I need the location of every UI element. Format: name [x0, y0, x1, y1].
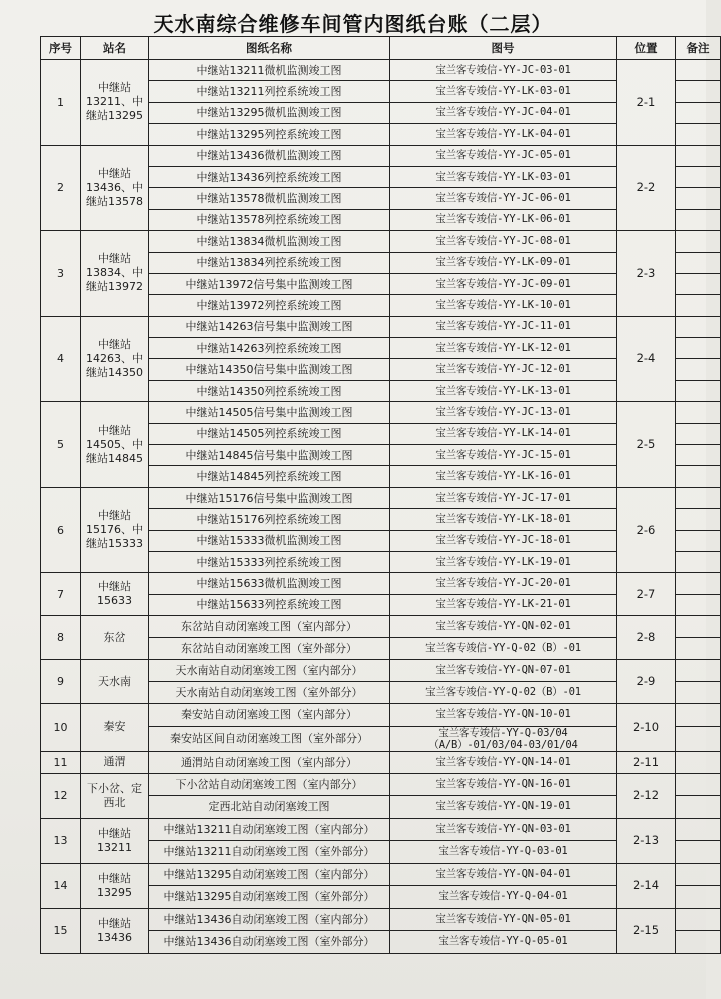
- note-cell: [676, 81, 721, 102]
- note-cell: [676, 60, 721, 81]
- ledger-table: [40, 36, 721, 954]
- table-row: [41, 818, 721, 841]
- table-row: [41, 908, 721, 931]
- drawing-name: 中继站13211自动闭塞竣工图（室内部分）: [149, 818, 390, 841]
- table-row: [41, 751, 721, 773]
- note-cell: [676, 886, 721, 909]
- drawing-name: 中继站14263列控系统竣工图: [149, 338, 390, 359]
- note-cell: [676, 931, 721, 954]
- drawing-name: 秦安站自动闭塞竣工图（室内部分）: [149, 704, 390, 727]
- note-cell: [676, 863, 721, 886]
- station-name: 中继站15633: [81, 573, 149, 616]
- table-row: [41, 316, 721, 337]
- station-name: 秦安: [81, 704, 149, 752]
- note-cell: [676, 273, 721, 294]
- table-row: [41, 704, 721, 727]
- row-number: 3: [41, 231, 81, 317]
- note-cell: [676, 530, 721, 551]
- row-number: 1: [41, 60, 81, 146]
- note-cell: [676, 841, 721, 864]
- note-cell: [676, 445, 721, 466]
- station-name: 中继站15176、中继站15333: [81, 487, 149, 573]
- note-cell: [676, 423, 721, 444]
- drawing-code: 宝兰客专竣信-YY-LK-12-01: [390, 338, 617, 359]
- drawing-code: 宝兰客专竣信-YY-JC-04-01: [390, 102, 617, 123]
- drawing-name: 中继站13436自动闭塞竣工图（室外部分）: [149, 931, 390, 954]
- note-cell: [676, 616, 721, 638]
- station-name: 通渭: [81, 751, 149, 773]
- station-name: 下小岔、定西北: [81, 773, 149, 818]
- drawing-code: 宝兰客专竣信-YY-LK-16-01: [390, 466, 617, 487]
- storage-position: 2-1: [617, 60, 676, 146]
- table-row: [41, 660, 721, 682]
- drawing-name: 中继站13436列控系统竣工图: [149, 166, 390, 187]
- drawing-code: 宝兰客专竣信-YY-QN-05-01: [390, 908, 617, 931]
- drawing-name: 中继站15333微机监测竣工图: [149, 530, 390, 551]
- storage-position: 2-2: [617, 145, 676, 231]
- table-header-row: [41, 37, 721, 60]
- drawing-code: 宝兰客专竣信-YY-JC-12-01: [390, 359, 617, 380]
- note-cell: [676, 908, 721, 931]
- note-cell: [676, 209, 721, 230]
- storage-position: 2-6: [617, 487, 676, 573]
- drawing-code: 宝兰客专竣信-YY-QN-04-01: [390, 863, 617, 886]
- note-cell: [676, 402, 721, 423]
- note-cell: [676, 316, 721, 337]
- drawing-name: 中继站13834微机监测竣工图: [149, 231, 390, 252]
- row-number: 6: [41, 487, 81, 573]
- drawing-code: 宝兰客专竣信-YY-JC-11-01: [390, 316, 617, 337]
- drawing-code: 宝兰客专竣信-YY-Q-05-01: [390, 931, 617, 954]
- note-cell: [676, 295, 721, 316]
- note-cell: [676, 573, 721, 594]
- drawing-code: 宝兰客专竣信-YY-JC-17-01: [390, 487, 617, 508]
- drawing-name: 东岔站自动闭塞竣工图（室外部分）: [149, 638, 390, 660]
- drawing-name: 下小岔站自动闭塞竣工图（室内部分）: [149, 773, 390, 796]
- note-cell: [676, 509, 721, 530]
- table-row: [41, 573, 721, 594]
- drawing-code: 宝兰客专竣信-YY-LK-03-01: [390, 166, 617, 187]
- drawing-code: 宝兰客专竣信-YY-LK-18-01: [390, 509, 617, 530]
- drawing-name: 中继站15176列控系统竣工图: [149, 509, 390, 530]
- note-cell: [676, 704, 721, 727]
- drawing-code: 宝兰客专竣信-YY-JC-09-01: [390, 273, 617, 294]
- drawing-name: 通渭站自动闭塞竣工图（室内部分）: [149, 751, 390, 773]
- row-number: 5: [41, 402, 81, 488]
- note-cell: [676, 359, 721, 380]
- storage-position: 2-11: [617, 751, 676, 773]
- station-name: 天水南: [81, 660, 149, 704]
- drawing-name: 中继站14350列控系统竣工图: [149, 380, 390, 401]
- drawing-code: 宝兰客专竣信-YY-QN-03-01: [390, 818, 617, 841]
- row-number: 14: [41, 863, 81, 908]
- station-name: 中继站13436: [81, 908, 149, 953]
- note-cell: [676, 102, 721, 123]
- row-number: 7: [41, 573, 81, 616]
- note-cell: [676, 166, 721, 187]
- note-cell: [676, 594, 721, 615]
- note-cell: [676, 338, 721, 359]
- drawing-name: 中继站13436微机监测竣工图: [149, 145, 390, 166]
- header-note: 备注: [676, 37, 721, 60]
- storage-position: 2-10: [617, 704, 676, 752]
- storage-position: 2-13: [617, 818, 676, 863]
- station-name: 中继站13211、中继站13295: [81, 60, 149, 146]
- storage-position: 2-12: [617, 773, 676, 818]
- drawing-name: 中继站15333列控系统竣工图: [149, 551, 390, 572]
- drawing-name: 中继站14263信号集中监测竣工图: [149, 316, 390, 337]
- drawing-name: 中继站13211自动闭塞竣工图（室外部分）: [149, 841, 390, 864]
- drawing-code: 宝兰客专竣信-YY-LK-04-01: [390, 124, 617, 145]
- drawing-code: 宝兰客专竣信-YY-LK-14-01: [390, 423, 617, 444]
- drawing-code: 宝兰客专竣信-YY-LK-06-01: [390, 209, 617, 230]
- row-number: 12: [41, 773, 81, 818]
- note-cell: [676, 188, 721, 209]
- table-row: [41, 145, 721, 166]
- drawing-name: 中继站13578列控系统竣工图: [149, 209, 390, 230]
- drawing-code: 宝兰客专竣信-YY-JC-13-01: [390, 402, 617, 423]
- header-drawing-name: 图纸名称: [149, 37, 390, 60]
- drawing-code: 宝兰客专竣信-YY-JC-06-01: [390, 188, 617, 209]
- drawing-code: 宝兰客专竣信-YY-LK-21-01: [390, 594, 617, 615]
- note-cell: [676, 726, 721, 751]
- note-cell: [676, 751, 721, 773]
- note-cell: [676, 145, 721, 166]
- station-name: 中继站14263、中继站14350: [81, 316, 149, 402]
- drawing-name: 中继站13295自动闭塞竣工图（室内部分）: [149, 863, 390, 886]
- drawing-name: 中继站14350信号集中监测竣工图: [149, 359, 390, 380]
- drawing-name: 秦安站区间自动闭塞竣工图（室外部分）: [149, 726, 390, 751]
- drawing-code: 宝兰客专竣信-YY-Q-02（B）-01: [390, 682, 617, 704]
- station-name: 中继站13295: [81, 863, 149, 908]
- note-cell: [676, 551, 721, 572]
- page-title: 天水南综合维修车间管内图纸台账（二层）: [153, 12, 553, 36]
- drawing-code: 宝兰客专竣信-YY-LK-10-01: [390, 295, 617, 316]
- station-name: 中继站13436、中继站13578: [81, 145, 149, 231]
- header-no: 序号: [41, 37, 81, 60]
- note-cell: [676, 380, 721, 401]
- drawing-name: 中继站13295自动闭塞竣工图（室外部分）: [149, 886, 390, 909]
- note-cell: [676, 231, 721, 252]
- drawing-name: 中继站14505信号集中监测竣工图: [149, 402, 390, 423]
- drawing-code: 宝兰客专竣信-YY-Q-03-01: [390, 841, 617, 864]
- drawing-code: 宝兰客专竣信-YY-JC-18-01: [390, 530, 617, 551]
- drawing-code: 宝兰客专竣信-YY-QN-10-01: [390, 704, 617, 727]
- drawing-name: 中继站15633微机监测竣工图: [149, 573, 390, 594]
- row-number: 13: [41, 818, 81, 863]
- drawing-name: 中继站13972信号集中监测竣工图: [149, 273, 390, 294]
- note-cell: [676, 818, 721, 841]
- row-number: 2: [41, 145, 81, 231]
- station-name: 中继站13834、中继站13972: [81, 231, 149, 317]
- drawing-code: 宝兰客专竣信-YY-LK-19-01: [390, 551, 617, 572]
- drawing-name: 中继站13295微机监测竣工图: [149, 102, 390, 123]
- drawing-name: 定西北站自动闭塞竣工图: [149, 796, 390, 819]
- storage-position: 2-4: [617, 316, 676, 402]
- station-name: 中继站14505、中继站14845: [81, 402, 149, 488]
- drawing-code: 宝兰客专竣信-YY-JC-15-01: [390, 445, 617, 466]
- header-position: 位置: [617, 37, 676, 60]
- table-row: [41, 487, 721, 508]
- storage-position: 2-3: [617, 231, 676, 317]
- drawing-name: 中继站14505列控系统竣工图: [149, 423, 390, 444]
- note-cell: [676, 660, 721, 682]
- drawing-code: 宝兰客专竣信-YY-Q-04-01: [390, 886, 617, 909]
- row-number: 10: [41, 704, 81, 752]
- drawing-code: 宝兰客专竣信-YY-JC-08-01: [390, 231, 617, 252]
- row-number: 8: [41, 616, 81, 660]
- station-name: 东岔: [81, 616, 149, 660]
- station-name: 中继站13211: [81, 818, 149, 863]
- table-row: [41, 616, 721, 638]
- drawing-name: 中继站13436自动闭塞竣工图（室内部分）: [149, 908, 390, 931]
- storage-position: 2-8: [617, 616, 676, 660]
- storage-position: 2-14: [617, 863, 676, 908]
- drawing-name: 中继站15633列控系统竣工图: [149, 594, 390, 615]
- ledger-body: [41, 60, 721, 954]
- drawing-name: 中继站13211列控系统竣工图: [149, 81, 390, 102]
- note-cell: [676, 487, 721, 508]
- header-drawing-code: 图号: [390, 37, 617, 60]
- drawing-name: 中继站14845列控系统竣工图: [149, 466, 390, 487]
- drawing-name: 天水南站自动闭塞竣工图（室外部分）: [149, 682, 390, 704]
- drawing-name: 中继站13211微机监测竣工图: [149, 60, 390, 81]
- storage-position: 2-9: [617, 660, 676, 704]
- header-station: 站名: [81, 37, 149, 60]
- table-row: [41, 402, 721, 423]
- storage-position: 2-15: [617, 908, 676, 953]
- drawing-name: 中继站13295列控系统竣工图: [149, 124, 390, 145]
- drawing-name: 东岔站自动闭塞竣工图（室内部分）: [149, 616, 390, 638]
- drawing-name: 中继站13834列控系统竣工图: [149, 252, 390, 273]
- storage-position: 2-5: [617, 402, 676, 488]
- row-number: 4: [41, 316, 81, 402]
- drawing-code: 宝兰客专竣信-YY-QN-07-01: [390, 660, 617, 682]
- drawing-code: 宝兰客专竣信-YY-Q-02（B）-01: [390, 638, 617, 660]
- drawing-code: 宝兰客专竣信-YY-LK-03-01: [390, 81, 617, 102]
- table-row: [41, 773, 721, 796]
- table-row: [41, 863, 721, 886]
- drawing-code: 宝兰客专竣信-YY-LK-09-01: [390, 252, 617, 273]
- drawing-code: 宝兰客专竣信-YY-QN-19-01: [390, 796, 617, 819]
- note-cell: [676, 682, 721, 704]
- drawing-code: 宝兰客专竣信-YY-Q-03/04（A/B）-01/03/04-03/01/04: [390, 726, 617, 751]
- note-cell: [676, 466, 721, 487]
- note-cell: [676, 638, 721, 660]
- row-number: 11: [41, 751, 81, 773]
- storage-position: 2-7: [617, 573, 676, 616]
- drawing-name: 中继站14845信号集中监测竣工图: [149, 445, 390, 466]
- drawing-name: 中继站15176信号集中监测竣工图: [149, 487, 390, 508]
- drawing-code: 宝兰客专竣信-YY-JC-05-01: [390, 145, 617, 166]
- note-cell: [676, 124, 721, 145]
- note-cell: [676, 252, 721, 273]
- drawing-name: 中继站13972列控系统竣工图: [149, 295, 390, 316]
- drawing-name: 中继站13578微机监测竣工图: [149, 188, 390, 209]
- note-cell: [676, 773, 721, 796]
- drawing-code: 宝兰客专竣信-YY-QN-14-01: [390, 751, 617, 773]
- drawing-code: 宝兰客专竣信-YY-QN-16-01: [390, 773, 617, 796]
- drawing-code: 宝兰客专竣信-YY-JC-03-01: [390, 60, 617, 81]
- drawing-code: 宝兰客专竣信-YY-LK-13-01: [390, 380, 617, 401]
- table-row: [41, 231, 721, 252]
- drawing-name: 天水南站自动闭塞竣工图（室内部分）: [149, 660, 390, 682]
- drawing-code: 宝兰客专竣信-YY-QN-02-01: [390, 616, 617, 638]
- note-cell: [676, 796, 721, 819]
- table-row: [41, 60, 721, 81]
- row-number: 9: [41, 660, 81, 704]
- row-number: 15: [41, 908, 81, 953]
- drawing-code: 宝兰客专竣信-YY-JC-20-01: [390, 573, 617, 594]
